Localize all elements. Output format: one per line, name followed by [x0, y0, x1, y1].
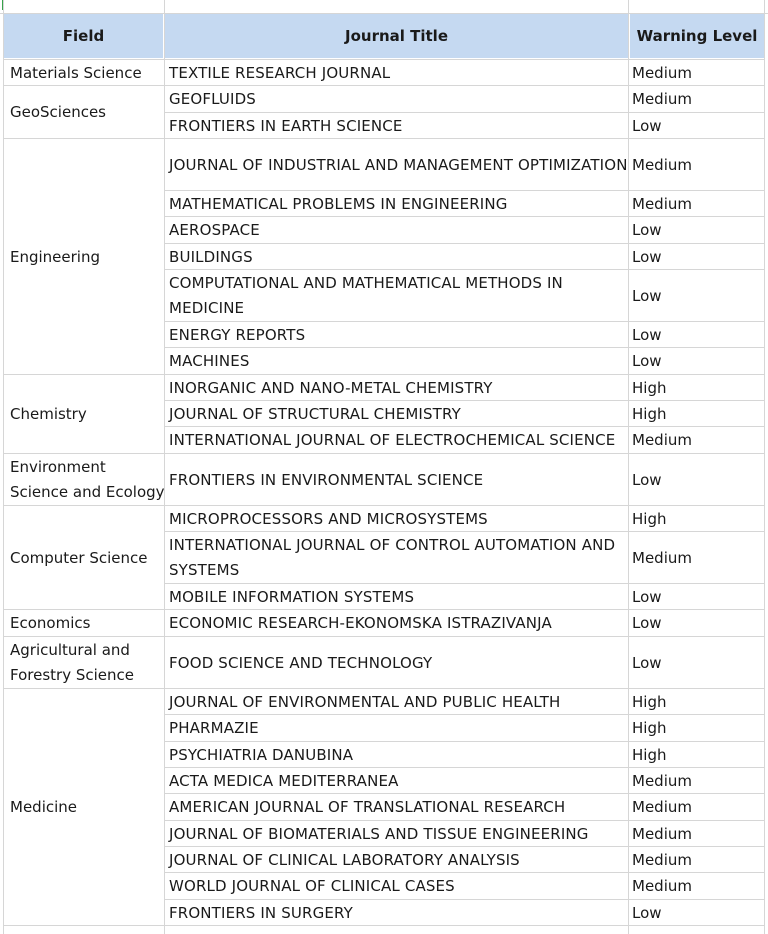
- journal-title-cell[interactable]: JOURNAL OF STRUCTURAL CHEMISTRY: [169, 404, 461, 423]
- journal-title-cell[interactable]: FOOD SCIENCE AND TECHNOLOGY: [169, 653, 433, 672]
- warning-level-cell[interactable]: High: [632, 745, 667, 764]
- warning-level-cell[interactable]: High: [632, 404, 667, 423]
- warning-level-cell[interactable]: Low: [632, 653, 662, 672]
- journal-title-cell[interactable]: TEXTILE RESEARCH JOURNAL: [169, 63, 391, 82]
- journal-title-cell[interactable]: FRONTIERS IN SURGERY: [169, 903, 353, 922]
- warning-level-cell[interactable]: Low: [632, 221, 662, 239]
- warning-level-cell[interactable]: High: [632, 378, 667, 397]
- row-divider: [165, 925, 765, 926]
- journal-title-cell[interactable]: MACHINES: [169, 352, 250, 370]
- journal-title-cell[interactable]: ACTA MEDICA MEDITERRANEA: [169, 771, 399, 790]
- journal-title-cell[interactable]: PHARMAZIE: [169, 719, 259, 737]
- warning-level-cell[interactable]: Medium: [632, 431, 692, 449]
- sheet-row-line: [0, 13, 768, 14]
- warning-level-cell[interactable]: Low: [632, 470, 662, 489]
- journal-title-cell[interactable]: JOURNAL OF ENVIRONMENTAL AND PUBLIC HEALTH: [169, 692, 561, 711]
- journal-title-cell[interactable]: MATHEMATICAL PROBLEMS IN ENGINEERING: [169, 194, 508, 213]
- journal-title-cell[interactable]: JOURNAL OF INDUSTRIAL AND MANAGEMENT OPTIMIZATION: [169, 155, 628, 174]
- warning-level-cell[interactable]: Medium: [632, 90, 692, 108]
- field-cell[interactable]: Materials Science: [10, 63, 142, 82]
- warning-level-cell[interactable]: Low: [632, 325, 662, 344]
- field-divider: [4, 925, 165, 926]
- journal-title-cell[interactable]: COMPUTATIONAL AND MATHEMATICAL METHODS IN MEDICINE: [169, 274, 563, 317]
- header-bottom-border: [4, 59, 765, 60]
- journal-title-cell[interactable]: FRONTIERS IN EARTH SCIENCE: [169, 116, 403, 135]
- journal-title-cell[interactable]: INTERNATIONAL JOURNAL OF ELECTROCHEMICAL SCIENCE: [169, 431, 616, 449]
- warning-level-cell[interactable]: Medium: [632, 877, 692, 895]
- warning-level-cell[interactable]: Low: [632, 903, 662, 922]
- warning-level-cell[interactable]: Low: [632, 352, 662, 370]
- journal-title-cell[interactable]: JOURNAL OF CLINICAL LABORATORY ANALYSIS: [169, 850, 520, 869]
- warning-level-cell[interactable]: Low: [632, 587, 662, 606]
- field-cell[interactable]: Medicine: [10, 798, 78, 816]
- warning-level-cell[interactable]: Medium: [632, 155, 692, 174]
- warning-level-cell[interactable]: Medium: [632, 63, 692, 82]
- warning-level-cell[interactable]: Medium: [632, 194, 692, 213]
- field-cell[interactable]: GeoSciences: [10, 103, 106, 121]
- warning-level-cell[interactable]: Medium: [632, 824, 692, 843]
- journal-title-cell[interactable]: AEROSPACE: [169, 221, 260, 239]
- field-cell[interactable]: Chemistry: [10, 405, 87, 423]
- header-field[interactable]: Field: [4, 14, 163, 58]
- journal-title-cell[interactable]: FRONTIERS IN ENVIRONMENTAL SCIENCE: [169, 470, 484, 489]
- journal-title-cell[interactable]: ENERGY REPORTS: [169, 325, 306, 344]
- journal-title-cell[interactable]: JOURNAL OF BIOMATERIALS AND TISSUE ENGINEERING: [169, 824, 589, 843]
- journal-title-cell[interactable]: INORGANIC AND NANO-METAL CHEMISTRY: [169, 378, 493, 397]
- warning-level-cell[interactable]: Medium: [632, 771, 692, 790]
- field-cell[interactable]: Environment Science and Ecology: [10, 458, 165, 501]
- field-cell[interactable]: Agricultural and Forestry Science: [10, 641, 134, 684]
- journal-title-cell[interactable]: BUILDINGS: [169, 247, 253, 266]
- journal-title-cell[interactable]: MOBILE INFORMATION SYSTEMS: [169, 587, 415, 606]
- header-journal-title[interactable]: Journal Title: [165, 14, 628, 58]
- journal-title-cell[interactable]: AMERICAN JOURNAL OF TRANSLATIONAL RESEARCH: [169, 798, 566, 816]
- field-cell[interactable]: Engineering: [10, 247, 100, 266]
- journal-title-cell[interactable]: WORLD JOURNAL OF CLINICAL CASES: [169, 877, 455, 895]
- warning-level-cell[interactable]: Low: [632, 247, 662, 266]
- journal-title-cell[interactable]: PSYCHIATRIA DANUBINA: [169, 745, 354, 764]
- warning-level-cell[interactable]: High: [632, 692, 667, 711]
- journal-title-cell[interactable]: ECONOMIC RESEARCH-EKONOMSKA ISTRAZIVANJA: [169, 614, 552, 632]
- journal-title-cell[interactable]: INTERNATIONAL JOURNAL OF CONTROL AUTOMATION AND SYSTEMS: [169, 536, 616, 579]
- field-cell[interactable]: Computer Science: [10, 548, 148, 567]
- warning-level-cell[interactable]: Medium: [632, 798, 692, 816]
- warning-level-cell[interactable]: Medium: [632, 548, 692, 567]
- warning-level-cell[interactable]: Low: [632, 286, 662, 305]
- warning-level-cell[interactable]: Low: [632, 614, 662, 632]
- warning-level-cell[interactable]: High: [632, 719, 667, 737]
- warning-level-cell[interactable]: High: [632, 509, 667, 528]
- header-warning-level[interactable]: Warning Level: [630, 14, 764, 58]
- field-cell[interactable]: Economics: [10, 614, 91, 632]
- warning-level-cell[interactable]: Low: [632, 116, 662, 135]
- warning-level-cell[interactable]: Medium: [632, 850, 692, 869]
- journal-title-cell[interactable]: MICROPROCESSORS AND MICROSYSTEMS: [169, 509, 488, 528]
- journal-title-cell[interactable]: GEOFLUIDS: [169, 90, 256, 108]
